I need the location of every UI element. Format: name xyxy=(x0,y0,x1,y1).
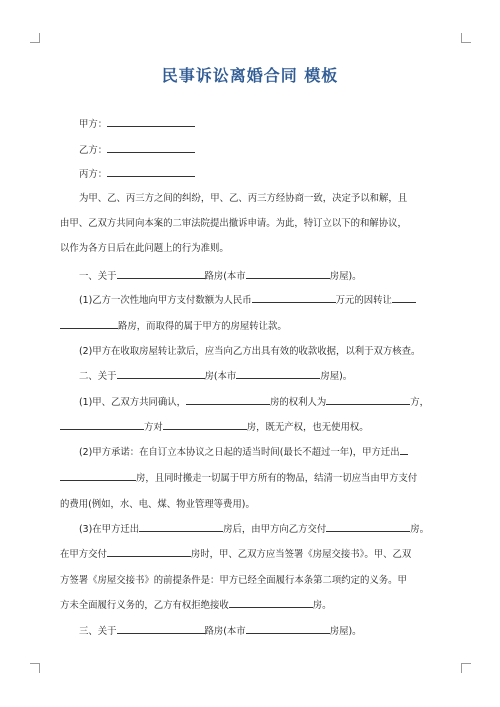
fill-in-blank[interactable] xyxy=(252,293,336,303)
crop-mark-top-left xyxy=(30,33,40,43)
fill-in-blank[interactable] xyxy=(139,522,223,532)
text-line xyxy=(0,190,500,204)
text-line xyxy=(0,470,500,484)
text-segment: 路房(本市 xyxy=(204,271,246,282)
fill-in-blank[interactable] xyxy=(107,547,191,557)
text-segment: 房时，甲、乙双方应当签署《房屋交接书》。甲、乙双 xyxy=(190,549,412,560)
fill-in-blank[interactable] xyxy=(326,395,410,405)
text-segment: 一、关于 xyxy=(79,271,117,282)
text-segment: 乙方： xyxy=(79,145,108,156)
text-line xyxy=(0,166,500,180)
fill-in-blank[interactable] xyxy=(186,395,270,405)
fill-in-blank[interactable] xyxy=(400,445,408,455)
fill-in-blank[interactable] xyxy=(392,293,416,303)
fill-in-blank[interactable] xyxy=(117,624,205,634)
text-segment: 房，且同时搬走一切属于甲方所有的物品，结清一切应当由甲方支付 xyxy=(136,473,418,484)
fill-in-blank[interactable] xyxy=(246,269,330,279)
fill-in-blank[interactable] xyxy=(246,624,330,634)
text-segment: 房屋)。 xyxy=(329,626,362,637)
text-line xyxy=(0,419,500,433)
text-line xyxy=(0,292,500,306)
document-title: 民事诉讼离婚合同 模板 xyxy=(161,66,339,85)
text-segment: 为甲、乙、丙三方之间的纠纷，甲、乙、丙三方经协商一致，决定予以和解，且 xyxy=(79,193,408,204)
text-segment: 房屋)。 xyxy=(329,271,362,282)
text-segment: 的费用(例如，水、电、煤、物业管理等费用)。 xyxy=(60,499,255,510)
text-segment: 方， xyxy=(410,397,430,408)
text-segment: 房后，由甲方向乙方交付 xyxy=(223,524,327,535)
text-segment: 二、关于 xyxy=(79,371,117,382)
text-segment: 由甲、乙双方共同向本案的二审法院提出撤诉申请。为此，特订立以下的和解协议， xyxy=(60,218,407,229)
text-line xyxy=(0,215,500,229)
fill-in-blank[interactable] xyxy=(60,420,144,430)
text-line xyxy=(0,572,500,586)
fill-in-blank[interactable] xyxy=(163,420,247,430)
text-segment: 万元的因转让 xyxy=(335,295,392,306)
text-segment: (2)甲方承诺：在自订立本协议之日起的适当时间(最长不超过一年)，甲方迁出 xyxy=(79,447,400,458)
fill-in-blank[interactable] xyxy=(117,269,205,279)
text-line xyxy=(0,394,500,408)
text-line xyxy=(0,597,500,611)
text-line xyxy=(0,546,500,560)
text-segment: 方对 xyxy=(144,422,163,433)
text-segment: (3)在甲方迁出 xyxy=(79,524,140,535)
text-line xyxy=(0,623,500,637)
text-line xyxy=(0,368,500,382)
text-segment: 路房，而取得的属于甲方的房屋转让款。 xyxy=(118,321,287,332)
text-line xyxy=(0,496,500,510)
fill-in-blank[interactable] xyxy=(229,598,313,608)
text-line xyxy=(0,444,500,458)
text-line xyxy=(0,268,500,282)
text-line xyxy=(0,240,500,254)
fill-in-blank[interactable] xyxy=(60,471,136,481)
crop-mark-bottom-left xyxy=(30,663,40,673)
fill-in-blank[interactable] xyxy=(107,117,195,127)
text-segment: 方未全面履行义务的，乙方有权拒绝接收 xyxy=(60,600,229,611)
text-line xyxy=(0,521,500,535)
fill-in-blank[interactable] xyxy=(236,369,320,379)
fill-in-blank[interactable] xyxy=(326,522,410,532)
text-segment: 丙方： xyxy=(79,169,108,180)
text-segment: 房的权利人为 xyxy=(270,397,327,408)
fill-in-blank[interactable] xyxy=(60,319,118,329)
text-segment: (1)乙方一次性地向甲方支付数额为人民币 xyxy=(79,295,252,306)
text-segment: 房。 xyxy=(410,524,430,535)
text-segment: 房。 xyxy=(312,600,332,611)
text-line xyxy=(0,318,500,332)
text-segment: 三、关于 xyxy=(79,626,117,637)
text-line xyxy=(0,343,500,357)
text-segment: 甲方： xyxy=(79,119,108,130)
fill-in-blank[interactable] xyxy=(107,143,195,153)
fill-in-blank[interactable] xyxy=(107,167,195,177)
text-segment: 在甲方交付 xyxy=(60,549,107,560)
text-segment: 路房(本市 xyxy=(204,626,246,637)
crop-mark-bottom-right xyxy=(461,663,471,673)
text-line xyxy=(0,142,500,156)
text-segment: 方签署《房屋交接书》的前提条件是：甲方已经全面履行本条第二项约定的义务。甲 xyxy=(60,575,407,586)
text-segment: 房(本市 xyxy=(204,371,237,382)
text-segment: (1)甲、乙双方共同确认， xyxy=(79,397,187,408)
text-line xyxy=(0,116,500,130)
crop-mark-top-right xyxy=(461,33,471,43)
text-segment: (2)甲方在收取房屋转让款后，应当向乙方出具有效的收款收据，以利于双方核查。 xyxy=(79,346,421,357)
text-segment: 房屋)。 xyxy=(320,371,353,382)
text-segment: 房，既无产权，也无使用权。 xyxy=(246,422,369,433)
fill-in-blank[interactable] xyxy=(117,369,205,379)
text-segment: 以作为各方日后在此问题上的行为准则。 xyxy=(60,243,229,254)
